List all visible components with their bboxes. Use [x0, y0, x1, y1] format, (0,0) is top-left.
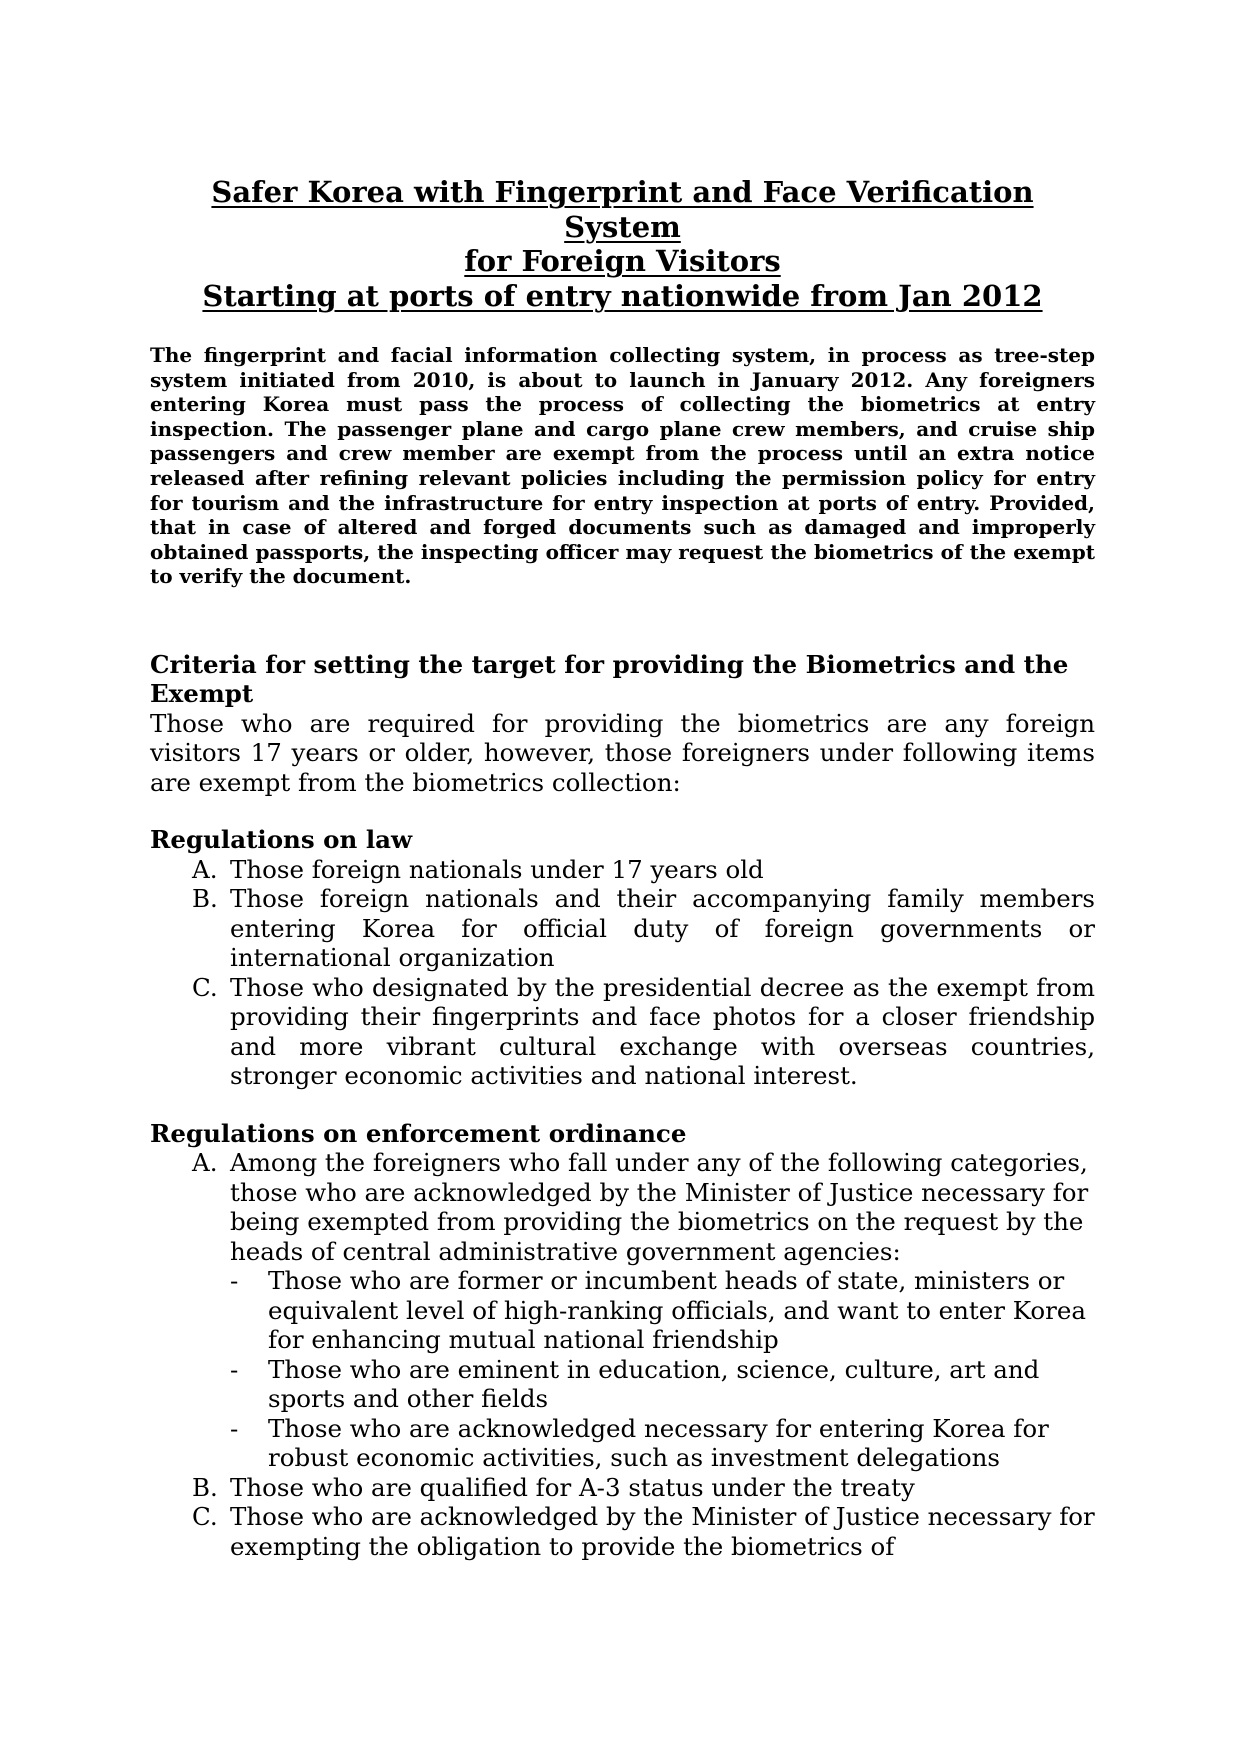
dash-marker: - — [230, 1266, 239, 1296]
list-marker: B. — [192, 1472, 218, 1502]
dash-marker: - — [230, 1354, 239, 1384]
law-item-c — [150, 973, 1095, 1091]
ordinance-item-text: Those who are acknowledged by the Minister of Justice necessary for exempting the obligation to provide the biometrics of — [230, 1502, 1095, 1561]
dash-marker: - — [230, 1413, 239, 1443]
ordinance-sublist — [230, 1266, 1095, 1473]
title-line-2: System — [564, 209, 681, 244]
list-marker: C. — [192, 972, 218, 1002]
ordinance-heading: Regulations on enforcement ordinance — [150, 1118, 687, 1148]
list-marker: C. — [192, 1502, 218, 1532]
ordinance-item-a — [150, 1148, 1095, 1473]
law-item-b — [150, 884, 1095, 973]
intro-paragraph: The fingerprint and facial information collecting system, in process as tree-step system initiated from 2010, is about to launch in January 2012. Any foreigners entering Korea must pass the process of collecting the biometrics at entry inspection. The passenger plane and cargo plane crew members, and cruise ship passengers and crew member are exempt from the process until an extra notice released after refining relevant policies including the permission policy for entry for tourism and the infrastructure for entry inspection at ports of entry. Provided, that in case of altered and forged documents such as damaged and improperly obtained passports, the inspecting officer may request the biometrics of the exempt to verify the document. — [150, 343, 1095, 589]
ordinance-item-c — [150, 1502, 1095, 1561]
law-list — [150, 855, 1095, 1091]
law-item-text: Those who designated by the presidential decree as the exempt from providing their fingerprints and face photos for a closer friendship and more vibrant cultural exchange with overseas countries, stronger economic activities and national interest. — [230, 972, 1095, 1091]
list-marker: B. — [192, 884, 218, 914]
document-page — [150, 0, 1095, 1561]
criteria-body: Those who are required for providing the biometrics are any foreign visitors 17 years or older, however, those foreigners under following items are exempt from the biometrics collection: — [150, 708, 1095, 797]
ordinance-subitem — [230, 1355, 1095, 1414]
ordinance-item-b — [150, 1473, 1095, 1503]
criteria-heading: Criteria for setting the target for providing the Biometrics and the Exempt — [150, 649, 1069, 709]
law-heading: Regulations on law — [150, 825, 413, 855]
law-item-a — [150, 855, 1095, 885]
document-title — [150, 175, 1095, 313]
ordinance-subitem — [230, 1414, 1095, 1473]
subitem-text: Those who are eminent in education, science, culture, art and sports and other fields — [268, 1354, 1040, 1414]
title-line-1: Safer Korea with Fingerprint and Face Verification — [211, 175, 1034, 209]
list-marker: A. — [192, 1148, 218, 1178]
law-item-text: Those foreign nationals and their accompanying family members entering Korea for official duty of foreign governments or international organization — [230, 884, 1095, 973]
ordinance-subitem — [230, 1266, 1095, 1355]
subitem-text: Those who are acknowledged necessary for entering Korea for robust economic activities, such as investment delegations — [268, 1413, 1049, 1473]
subitem-text: Those who are former or incumbent heads of state, ministers or equivalent level of high-ranking officials, and want to enter Korea for enhancing mutual national friendship — [268, 1266, 1086, 1355]
ordinance-list — [150, 1148, 1095, 1561]
list-marker: A. — [192, 854, 218, 884]
ordinance-item-text: Among the foreigners who fall under any of the following categories, those who are acknowledged by the Minister of Justice necessary for being exempted from providing the biometrics on the request by the heads of central administrative government agencies: — [230, 1148, 1089, 1266]
ordinance-item-text: Those who are qualified for A-3 status under the treaty — [230, 1472, 915, 1502]
title-line-4: Starting at ports of entry nationwide from Jan 2012 — [202, 278, 1043, 313]
title-line-3: for Foreign Visitors — [464, 244, 781, 278]
law-item-text: Those foreign nationals under 17 years old — [230, 854, 764, 884]
